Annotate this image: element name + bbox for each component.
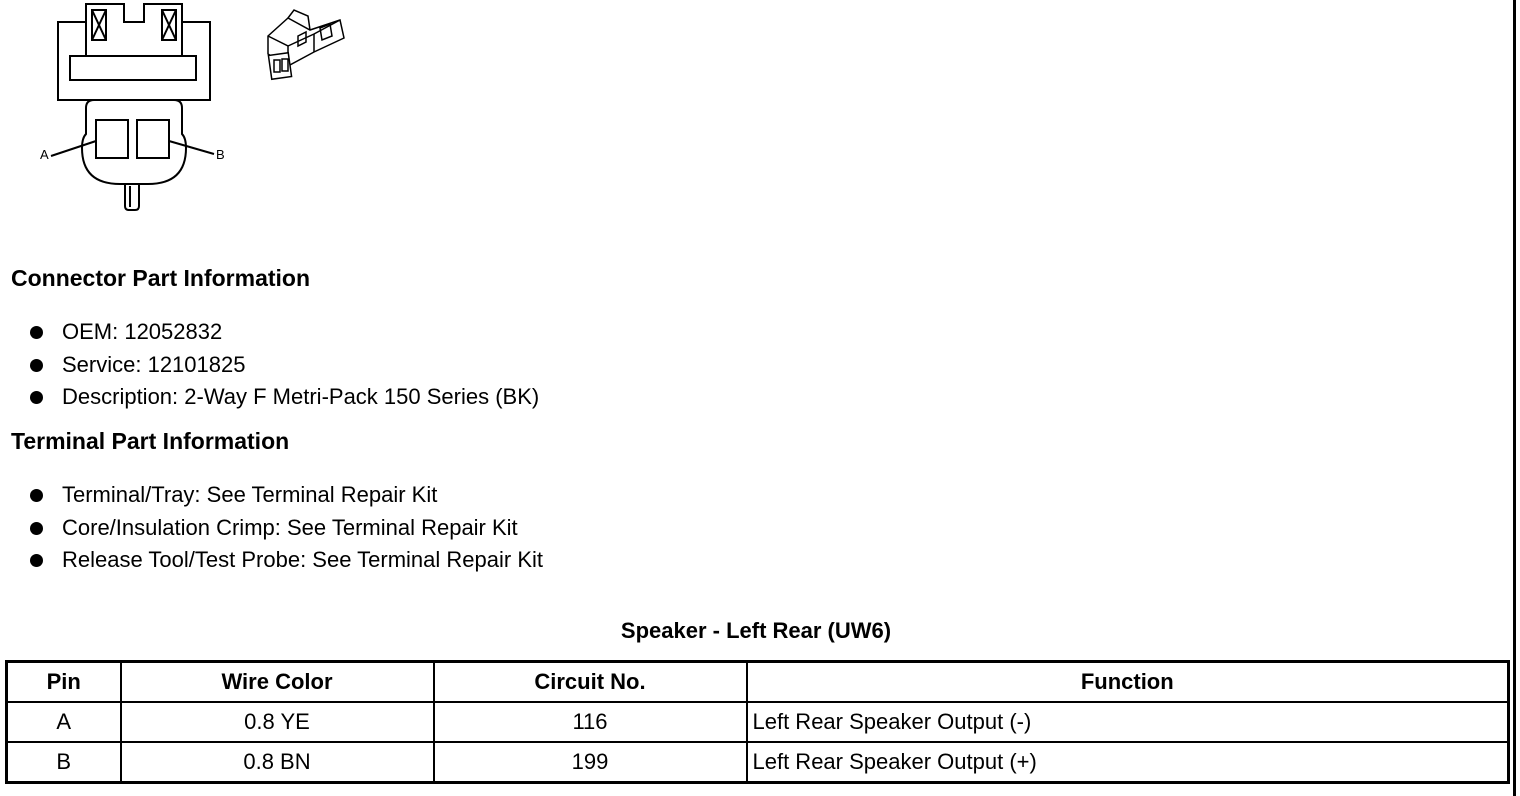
list-item [30, 514, 543, 547]
list-item-text: Description: 2-Way F Metri-Pack 150 Series (BK) [62, 384, 540, 409]
function-cell: Left Rear Speaker Output (+) [747, 742, 1509, 783]
terminal-part-info-heading: Terminal Part Information [11, 428, 290, 454]
pin-b-label: B [216, 147, 225, 162]
table-header-row [7, 662, 1509, 703]
column-header-pin: Pin [7, 662, 121, 703]
bullet-icon [30, 326, 43, 339]
bullet-icon [30, 391, 43, 404]
terminal-part-info-list [30, 481, 543, 579]
table-row [7, 702, 1509, 742]
page-right-border [1513, 0, 1516, 796]
list-item [30, 351, 539, 384]
list-item-text: Release Tool/Test Probe: See Terminal Repair Kit [62, 547, 543, 572]
connector-isometric-diagram [258, 6, 348, 88]
pin-cell: B [7, 742, 121, 783]
pin-cell: A [7, 702, 121, 742]
bullet-icon [30, 359, 43, 372]
pin-a-label: A [40, 147, 49, 162]
connector-part-info-list [30, 318, 539, 416]
list-item-text: Terminal/Tray: See Terminal Repair Kit [62, 482, 438, 507]
wire-color-cell: 0.8 YE [121, 702, 434, 742]
list-item [30, 383, 539, 416]
connector-part-info-heading: Connector Part Information [11, 265, 311, 291]
circuit-no-cell: 199 [434, 742, 747, 783]
list-item-text: OEM: 12052832 [62, 319, 223, 344]
wire-color-cell: 0.8 BN [121, 742, 434, 783]
connector-face-diagram [36, 0, 246, 216]
bullet-icon [30, 522, 43, 535]
list-item-text: Service: 12101825 [62, 351, 246, 377]
bullet-icon [30, 489, 43, 502]
column-header-wire-color: Wire Color [121, 662, 434, 703]
list-item [30, 546, 543, 579]
function-cell: Left Rear Speaker Output (-) [747, 702, 1509, 742]
bullet-icon [30, 554, 43, 567]
table-title: Speaker - Left Rear (UW6) [620, 618, 892, 643]
circuit-no-cell: 116 [434, 702, 747, 742]
pinout-table [5, 660, 1510, 784]
table-row [7, 742, 1509, 783]
list-item [30, 318, 539, 351]
column-header-circuit-no: Circuit No. [434, 662, 747, 703]
list-item [30, 481, 543, 514]
column-header-function: Function [747, 662, 1509, 703]
list-item-text: Core/Insulation Crimp: See Terminal Repair Kit [62, 514, 518, 540]
